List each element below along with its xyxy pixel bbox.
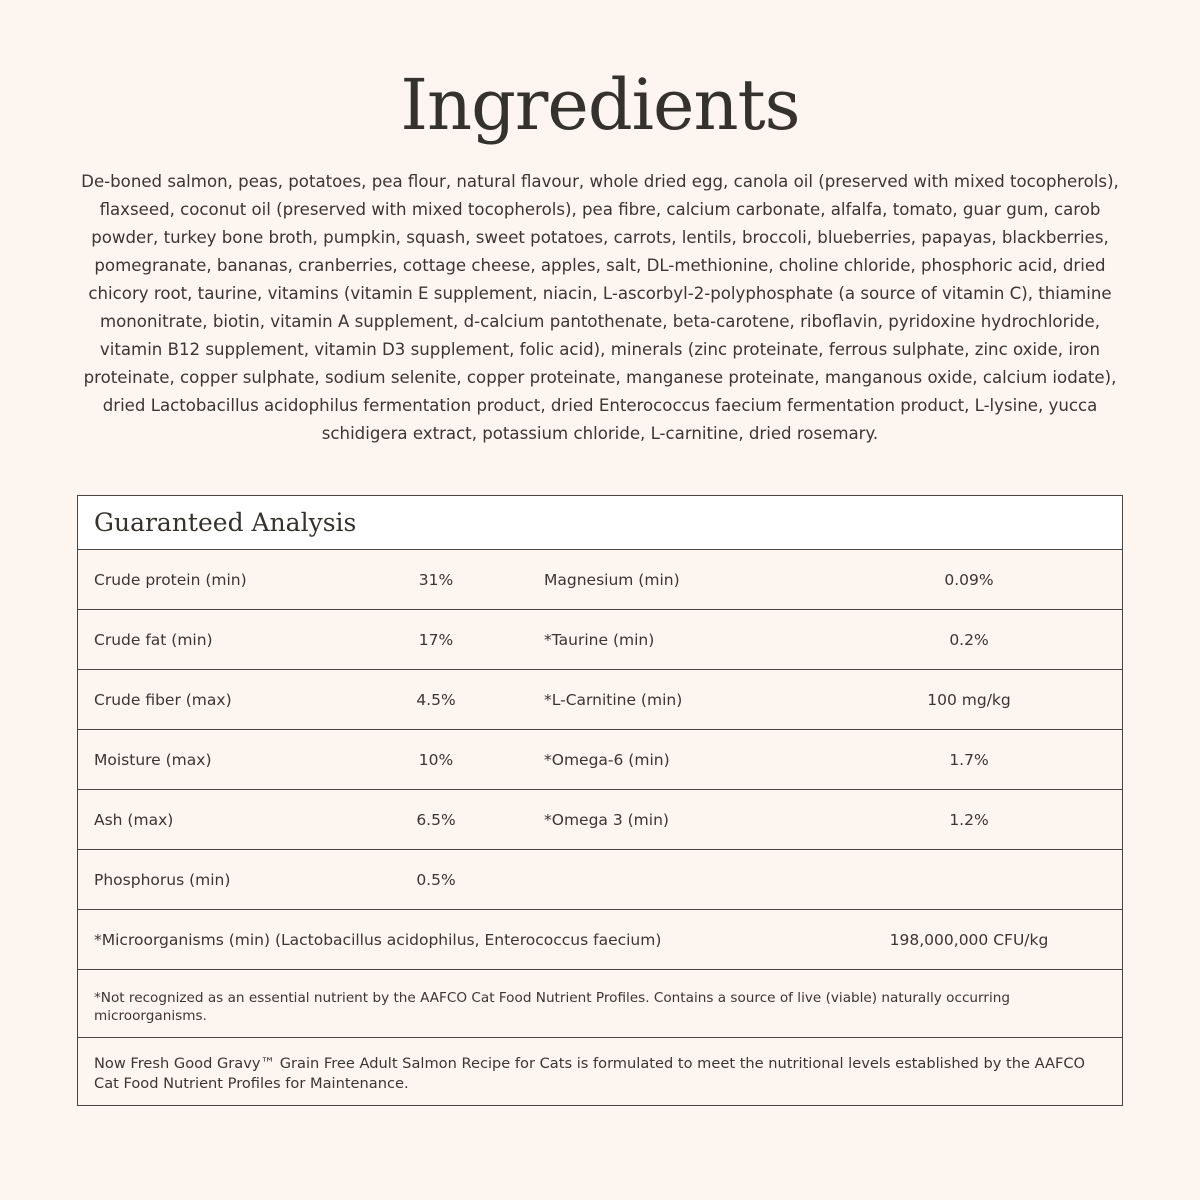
footnote: *Not recognized as an essential nutrient by the AAFCO Cat Food Nutrient Profiles. Contains a source of live (viable) naturally occurring microorganisms. [78,970,1122,1038]
ingredients-list: De-boned salmon, peas, potatoes, pea flour, natural flavour, whole dried egg, canola oil (preserved with mixed tocopherols), flaxseed, coconut oil (preserved with mixed tocopherols), pea fibre, calcium carbonate, alfalfa, tomato, guar gum, carob powder, turkey bone broth, pumpkin, squash, sweet potatoes, carrots, lentils, broccoli, blueberries, papayas, blackberries, pomegranate, bananas, cranberries, cottage cheese, apples, salt, DL-methionine, choline chloride, phosphoric acid, dried chicory root, taurine, vitamins (vitamin E supplement, niacin, L-ascorbyl-2-polyphosphate (a source of vitamin C), thiamine mononitrate, biotin, vitamin A supplement, d-calcium pantothenate, beta-carotene, riboflavin, pyridoxine hydrochloride, vitamin B12 supplement, vitamin D3 supplement, folic acid), minerals (zinc proteinate, ferrous sulphate, zinc oxide, iron proteinate, copper sulphate, sodium selenite, copper proteinate, manganese proteinate, manganous oxide, calcium iodate), dried Lactobacillus acidophilus fermentation product, dried Enterococcus faecium fermentation product, L-lysine, yucca schidigera extract, potassium chloride, L-carnitine, dried rosemary. [81,172,1119,443]
nutrient-value: 0.2% [949,630,989,649]
nutrient-value: 17% [418,630,454,649]
nutrient-label: *Taurine (min) [544,630,655,649]
nutrient-label: Moisture (max) [94,750,212,769]
nutrient-value: 1.7% [949,750,989,769]
nutrient-value: 100 mg/kg [927,690,1011,709]
aafco-statement: Now Fresh Good Gravy™ Grain Free Adult Salmon Recipe for Cats is formulated to meet the nutritional levels established by the AAFCO Cat Food Nutrient Profiles for Maintenance. [94,1055,1086,1092]
nutrient-value: 31% [418,570,454,589]
table-row [78,790,1122,850]
nutrient-label: Crude protein (min) [94,570,247,589]
nutrient-value: 10% [418,750,454,769]
nutrient-value: 0.09% [944,570,994,589]
analysis-title: Guaranteed Analysis [78,496,1122,550]
microorganisms-label: *Microorganisms (min) (Lactobacillus acidophilus, Enterococcus faecium) [94,930,662,949]
table-row [78,550,1122,610]
nutrient-value: 0.5% [416,870,456,889]
table-row [78,610,1122,670]
nutrient-label: Phosphorus (min) [94,870,231,889]
guaranteed-analysis-table [77,495,1123,1106]
nutrient-label: *Omega-6 (min) [544,750,670,769]
table-row [78,670,1122,730]
nutrient-value: 1.2% [949,810,989,829]
nutrient-value: 4.5% [416,690,456,709]
microorganisms-value: 198,000,000 CFU/kg [889,930,1049,949]
table-row [78,730,1122,790]
nutrient-label: Crude fat (min) [94,630,213,649]
nutrient-label: *L-Carnitine (min) [544,690,683,709]
nutrient-label: Ash (max) [94,810,174,829]
nutrient-label: Crude fiber (max) [94,690,232,709]
ingredients-title: Ingredients [400,64,800,146]
microorganisms-row [78,910,1122,970]
nutrient-value: 6.5% [416,810,456,829]
table-row [78,850,1122,910]
nutrient-label: *Omega 3 (min) [544,810,669,829]
nutrient-label: Magnesium (min) [544,570,680,589]
